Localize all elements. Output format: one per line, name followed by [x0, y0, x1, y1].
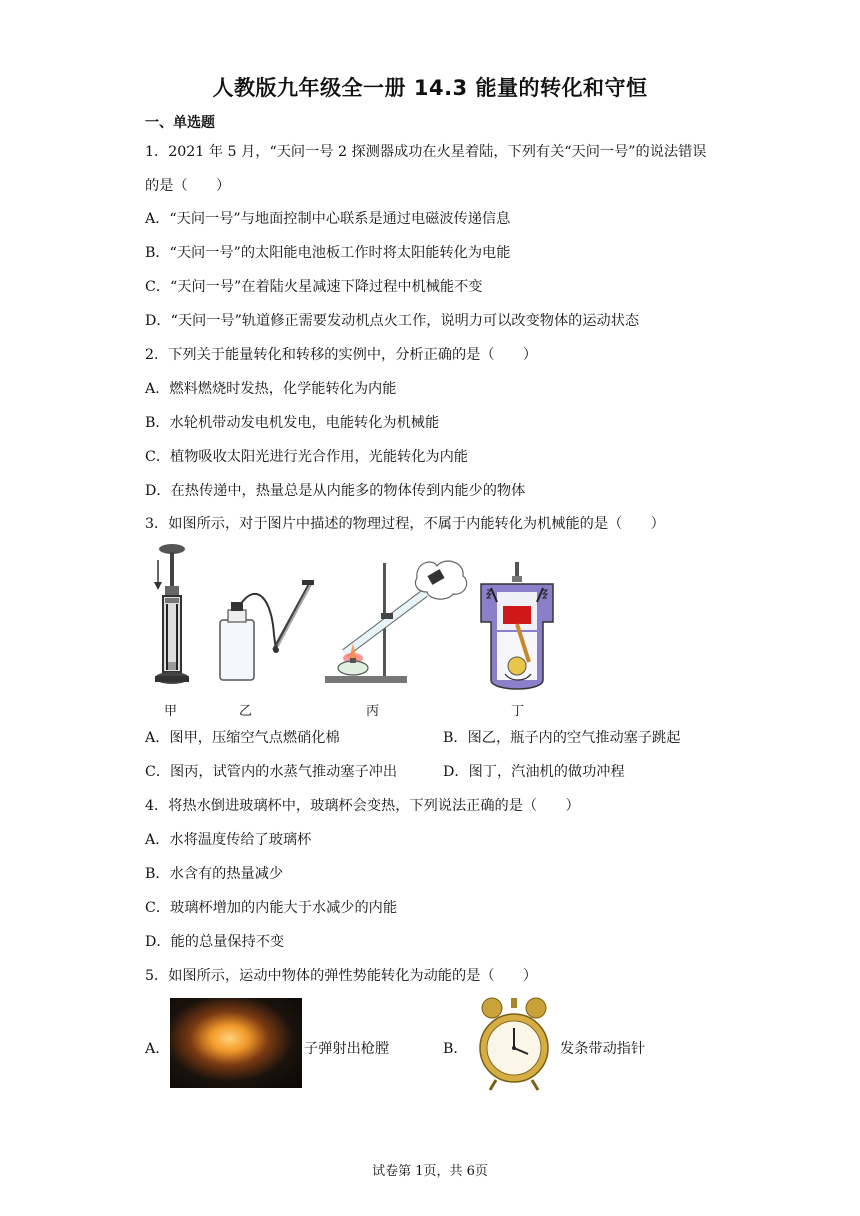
- q4-option-b: B．水含有的热量减少: [145, 866, 284, 882]
- q5-stem: 5．如图所示，运动中物体的弹性势能转化为动能的是（ ）: [145, 968, 538, 984]
- fig-yi-bottle-pump: [212, 580, 322, 685]
- alarm-clock-photo: [478, 996, 550, 1092]
- page-title: 人教版九年级全一册 14.3 能量的转化和守恒: [212, 76, 648, 100]
- q3-option-a: A．图甲，压缩空气点燃硝化棉: [145, 730, 340, 746]
- section-heading: 一、单选题: [145, 115, 215, 131]
- q1-option-b: B．“天问一号”的太阳能电池板工作时将太阳能转化为电能: [145, 245, 511, 261]
- q2-option-b: B．水轮机带动发电机发电，电能转化为机械能: [145, 415, 440, 431]
- fig-jia-compression-cylinder: [150, 540, 195, 690]
- q1-option-c: C．“天问一号”在着陆火星减速下降过程中机械能不变: [145, 279, 483, 295]
- q1-option-a: A．“天问一号”与地面控制中心联系是通过电磁波传递信息: [145, 211, 511, 227]
- q2-option-c: C．植物吸收太阳光进行光合作用，光能转化为内能: [145, 449, 468, 465]
- q2-option-a: A．燃料燃烧时发热，化学能转化为内能: [145, 381, 397, 397]
- q2-stem: 2．下列关于能量转化和转移的实例中，分析正确的是（ ）: [145, 347, 538, 363]
- q5-option-a-text: 子弹射出枪膛: [304, 1041, 390, 1057]
- q3-option-d: D．图丁，汽油机的做功冲程: [443, 764, 625, 780]
- fig-label-ding: 丁: [511, 704, 525, 719]
- q4-option-a: A．水将温度传给了玻璃杯: [145, 832, 312, 848]
- q1-stem-line1: 1．2021 年 5 月，“天问一号 2 探测器成功在火星着陆，下列有关“天问一号”的说法错误: [145, 144, 707, 160]
- q3-option-c: C．图丙，试管内的水蒸气推动塞子冲出: [145, 764, 398, 780]
- fig-label-bing: 丙: [366, 704, 380, 719]
- q4-option-c: C．玻璃杯增加的内能大于水减少的内能: [145, 900, 398, 916]
- fig-label-jia: 甲: [164, 704, 178, 719]
- q2-option-d: D．在热传递中，热量总是从内能多的物体传到内能少的物体: [145, 483, 526, 499]
- q4-option-d: D．能的总量保持不变: [145, 934, 285, 950]
- page-footer: 试卷第 1页，共 6页: [372, 1164, 488, 1179]
- q1-stem-line2: 的是（ ）: [145, 178, 231, 194]
- gun-firing-photo: [170, 998, 302, 1088]
- fig-ding-engine-cylinder: [475, 562, 560, 694]
- q5-option-b-prefix: B．: [443, 1041, 468, 1057]
- q1-option-d: D．“天问一号”轨道修正需要发动机点火工作，说明力可以改变物体的运动状态: [145, 313, 640, 329]
- q4-stem: 4．将热水倒进玻璃杯中，玻璃杯会变热，下列说法正确的是（ ）: [145, 798, 580, 814]
- fig-bing-test-tube-stand: [325, 558, 470, 688]
- q5-option-b-text: 发条带动指针: [560, 1041, 646, 1057]
- q3-stem: 3．如图所示，对于图片中描述的物理过程，不属于内能转化为机械能的是（ ）: [145, 516, 665, 532]
- q3-option-b: B．图乙，瓶子内的空气推动塞子跳起: [443, 730, 681, 746]
- q5-option-a-prefix: A．: [145, 1041, 170, 1057]
- fig-label-yi: 乙: [239, 704, 253, 719]
